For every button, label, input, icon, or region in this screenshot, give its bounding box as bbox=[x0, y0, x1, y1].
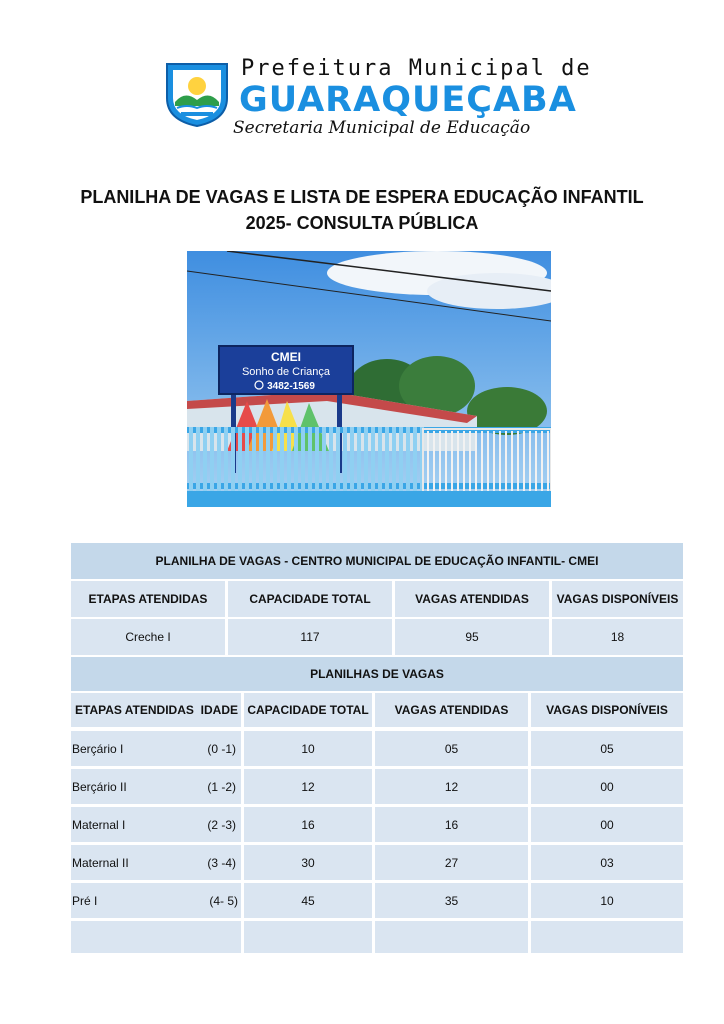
row-age: (0 -1) bbox=[207, 741, 236, 756]
gate-bar bbox=[547, 431, 549, 491]
gate-bar bbox=[433, 431, 435, 491]
fence-picket bbox=[315, 427, 319, 493]
fence-picket bbox=[392, 427, 396, 493]
detail-header-age: IDADE bbox=[200, 703, 238, 717]
row-available: 00 bbox=[531, 769, 683, 804]
sign-phone: 3482-1569 bbox=[267, 381, 315, 392]
fence-picket bbox=[252, 427, 256, 493]
fence-picket bbox=[273, 427, 277, 493]
row-capacity: 45 bbox=[244, 883, 372, 918]
fence-picket bbox=[357, 427, 361, 493]
row-stage: Berçário I bbox=[72, 741, 124, 756]
row-attended: 35 bbox=[375, 883, 528, 918]
detail-header-attended: VAGAS ATENDIDAS bbox=[375, 693, 528, 727]
table-row bbox=[71, 731, 241, 766]
row-stage: Berçário II bbox=[72, 779, 127, 794]
fence-picket bbox=[294, 427, 298, 493]
summary-cell-available: 18 bbox=[552, 619, 683, 655]
fence-picket bbox=[210, 427, 214, 493]
page-title-line2: 2025- CONSULTA PÚBLICA bbox=[245, 213, 479, 233]
row-age: (2 -3) bbox=[207, 817, 236, 832]
gate-bar bbox=[523, 431, 525, 491]
gate-bar bbox=[493, 431, 495, 491]
row-attended: 16 bbox=[375, 807, 528, 842]
org-department: Secretaria Municipal de Educação bbox=[233, 118, 531, 138]
row-attended: 27 bbox=[375, 845, 528, 880]
fence-picket bbox=[385, 427, 389, 493]
fence-picket bbox=[329, 427, 333, 493]
fence-picket bbox=[343, 427, 347, 493]
summary-header-attended: VAGAS ATENDIDAS bbox=[395, 581, 549, 617]
row-stage: Pré I bbox=[72, 893, 98, 908]
letterhead bbox=[163, 56, 592, 142]
row-available: 10 bbox=[531, 883, 683, 918]
fence-picket bbox=[406, 427, 410, 493]
fence-picket bbox=[189, 427, 193, 493]
fence-picket bbox=[196, 427, 200, 493]
row-age: (3 -4) bbox=[207, 855, 236, 870]
detail-caption: PLANILHAS DE VAGAS bbox=[71, 657, 683, 691]
row-available: 00 bbox=[531, 807, 683, 842]
table-row bbox=[71, 807, 241, 842]
fence-picket bbox=[399, 427, 403, 493]
row-capacity: 16 bbox=[244, 807, 372, 842]
gate-bar bbox=[427, 431, 429, 491]
row-available: 05 bbox=[531, 731, 683, 766]
row-capacity: 30 bbox=[244, 845, 372, 880]
fence-picket bbox=[203, 427, 207, 493]
fence-picket bbox=[308, 427, 312, 493]
gate-bar bbox=[463, 431, 465, 491]
row-stage: Maternal II bbox=[72, 855, 129, 870]
gate-bar bbox=[445, 431, 447, 491]
summary-caption: PLANILHA DE VAGAS - CENTRO MUNICIPAL DE EDUCAÇÃO INFANTIL- CMEI bbox=[71, 543, 683, 579]
gate-bar bbox=[457, 431, 459, 491]
row-age: (1 -2) bbox=[207, 779, 236, 794]
gate-bar bbox=[505, 431, 507, 491]
gate-bar bbox=[529, 431, 531, 491]
detail-header-stage-age bbox=[71, 693, 241, 727]
fence-picket bbox=[413, 427, 417, 493]
fence-picket bbox=[336, 427, 340, 493]
fence-picket bbox=[266, 427, 270, 493]
fence-picket bbox=[378, 427, 382, 493]
fence-picket bbox=[217, 427, 221, 493]
detail-header-stage: ETAPAS ATENDIDAS bbox=[75, 703, 194, 717]
fence-picket bbox=[322, 427, 326, 493]
empty-row-cell bbox=[375, 921, 528, 953]
summary-header-available: VAGAS DISPONÍVEIS bbox=[552, 581, 683, 617]
row-stage: Maternal I bbox=[72, 817, 126, 832]
table-row bbox=[71, 769, 241, 804]
summary-cell-attended: 95 bbox=[395, 619, 549, 655]
fence-picket bbox=[224, 427, 228, 493]
summary-cell-stage: Creche I bbox=[71, 619, 225, 655]
summary-header-capacity: CAPACIDADE TOTAL bbox=[228, 581, 392, 617]
row-age: (4- 5) bbox=[209, 893, 238, 908]
empty-row-cell bbox=[531, 921, 683, 953]
gate-bar bbox=[499, 431, 501, 491]
row-capacity: 12 bbox=[244, 769, 372, 804]
municipal-crest-icon bbox=[163, 58, 231, 128]
org-name-line1: Prefeitura Municipal de bbox=[241, 56, 592, 81]
detail-header-available: VAGAS DISPONÍVEIS bbox=[531, 693, 683, 727]
sign-title: CMEI bbox=[271, 350, 301, 364]
gate-bar bbox=[487, 431, 489, 491]
empty-row-cell bbox=[244, 921, 372, 953]
fence-picket bbox=[371, 427, 375, 493]
summary-header-stage: ETAPAS ATENDIDAS bbox=[71, 581, 225, 617]
fence-picket bbox=[280, 427, 284, 493]
fence-picket bbox=[301, 427, 305, 493]
org-name-line2: GUARAQUEÇABA bbox=[239, 80, 577, 120]
gate-bar bbox=[451, 431, 453, 491]
row-attended: 12 bbox=[375, 769, 528, 804]
row-available: 03 bbox=[531, 845, 683, 880]
fence-picket bbox=[245, 427, 249, 493]
detail-header-capacity: CAPACIDADE TOTAL bbox=[244, 693, 372, 727]
table-row bbox=[71, 845, 241, 880]
fence-picket bbox=[231, 427, 235, 493]
table-row bbox=[71, 883, 241, 918]
page-title-line1: PLANILHA DE VAGAS E LISTA DE ESPERA EDUCAÇÃO INFANTIL bbox=[80, 187, 644, 207]
fence-picket bbox=[364, 427, 368, 493]
fence-picket bbox=[259, 427, 263, 493]
fence-picket bbox=[238, 427, 242, 493]
fence-picket bbox=[287, 427, 291, 493]
gate-bar bbox=[511, 431, 513, 491]
gate-bar bbox=[439, 431, 441, 491]
cmei-photo bbox=[187, 251, 551, 507]
gate-bar bbox=[541, 431, 543, 491]
gate-bar bbox=[469, 431, 471, 491]
empty-row-cell bbox=[71, 921, 241, 953]
row-attended: 05 bbox=[375, 731, 528, 766]
gate-bar bbox=[475, 431, 477, 491]
gate-bar bbox=[517, 431, 519, 491]
summary-cell-capacity: 117 bbox=[228, 619, 392, 655]
fence-picket bbox=[350, 427, 354, 493]
gate-bar bbox=[535, 431, 537, 491]
sign-name: Sonho de Criança bbox=[241, 366, 331, 378]
gate-bar bbox=[481, 431, 483, 491]
row-capacity: 10 bbox=[244, 731, 372, 766]
